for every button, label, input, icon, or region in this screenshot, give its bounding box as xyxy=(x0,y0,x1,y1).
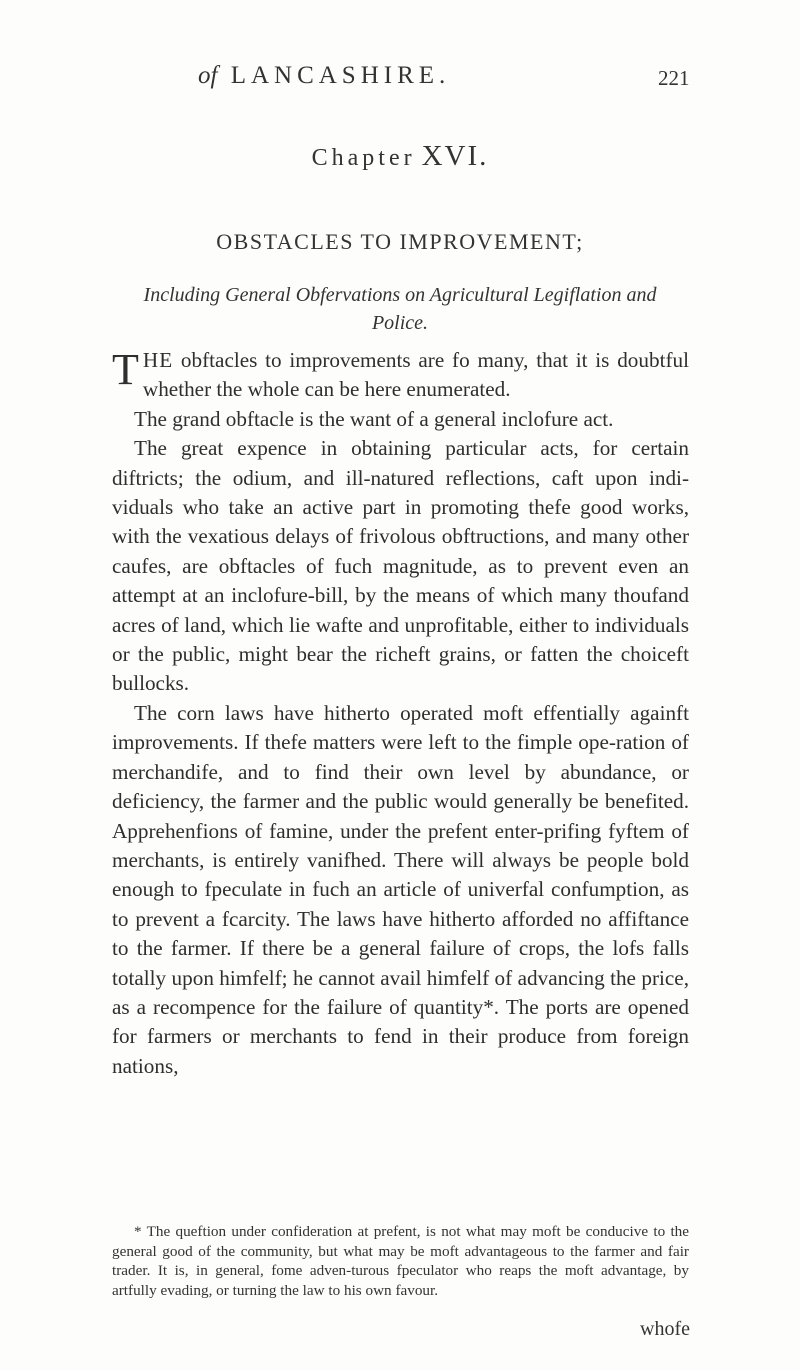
running-title xyxy=(198,62,450,90)
page-number: 221 xyxy=(658,66,690,90)
paragraph-1-text: obftacles to improvements are fo many, that it is doubtful whether the whole can be here enumerated. xyxy=(142,348,689,402)
body-text xyxy=(112,346,689,1081)
paragraph-3: The great expence in obtaining particular acts, for certain diftricts; the odium, and ill-natured reflections, caft upon indi-viduals who take an active part in promoting thefe good works, with the vexatious delays of frivolous obftructions, and many other caufes, are obftacles of fuch magnitude, as to prevent even an attempt at an inclofure-bill, by the means of which many thoufand acres of land, which lie wafte and unprofitable, either to individuals or the public, might bear the richeft grains, or fatten the choiceft bullocks. xyxy=(112,436,689,696)
catchword: whofe xyxy=(640,1318,690,1340)
running-title-of: of xyxy=(198,62,218,89)
running-head xyxy=(0,62,800,92)
chapter-subtitle: Including General Obfervations on Agricultural Legiflation and Police. xyxy=(143,284,657,334)
paragraph-1-lead: HE xyxy=(142,348,174,372)
chapter-label: Chapter xyxy=(311,145,416,171)
chapter-number: XVI. xyxy=(421,140,489,172)
footnote: * The queftion under confideration at prefent, is not what may moft be conducive to the general good of the community, but what may be moft advantageous to the farmer and fair trader. It is, in general, fome adven-turous fpeculator who reaps the moft advantage, by artfully evading, or turning the law to his own favour. xyxy=(112,1223,689,1299)
section-title: OBSTACLES TO IMPROVEMENT; xyxy=(216,229,584,254)
paragraph-1 xyxy=(112,346,689,405)
chapter-heading xyxy=(0,140,800,173)
paragraph-4: The corn laws have hitherto operated moft effentially againft improvements. If thefe matters were left to the fimple ope-ration of merchandife, and to find their own level by abundance, or deficiency, the farmer and the public would generally be benefited. Apprehenfions of famine, under the prefent enter-prifing fyftem of merchants, is entirely vanifhed. There will always be people bold enough to fpeculate in fuch an article of univerfal confumption, as to prevent a fcarcity. The laws have hitherto afforded no affiftance to the farmer. If there be a general failure of crops, the lofs falls totally upon himfelf; he cannot avail himfelf of advancing the price, as a recompence for the failure of quantity*. The ports are opened for farmers or merchants to fend in their produce from foreign nations, xyxy=(112,700,689,1078)
drop-cap: T xyxy=(112,345,139,394)
running-title-text: LANCASHIRE. xyxy=(230,62,451,89)
paragraph-2: The grand obftacle is the want of a general inclofure act. xyxy=(134,406,614,431)
